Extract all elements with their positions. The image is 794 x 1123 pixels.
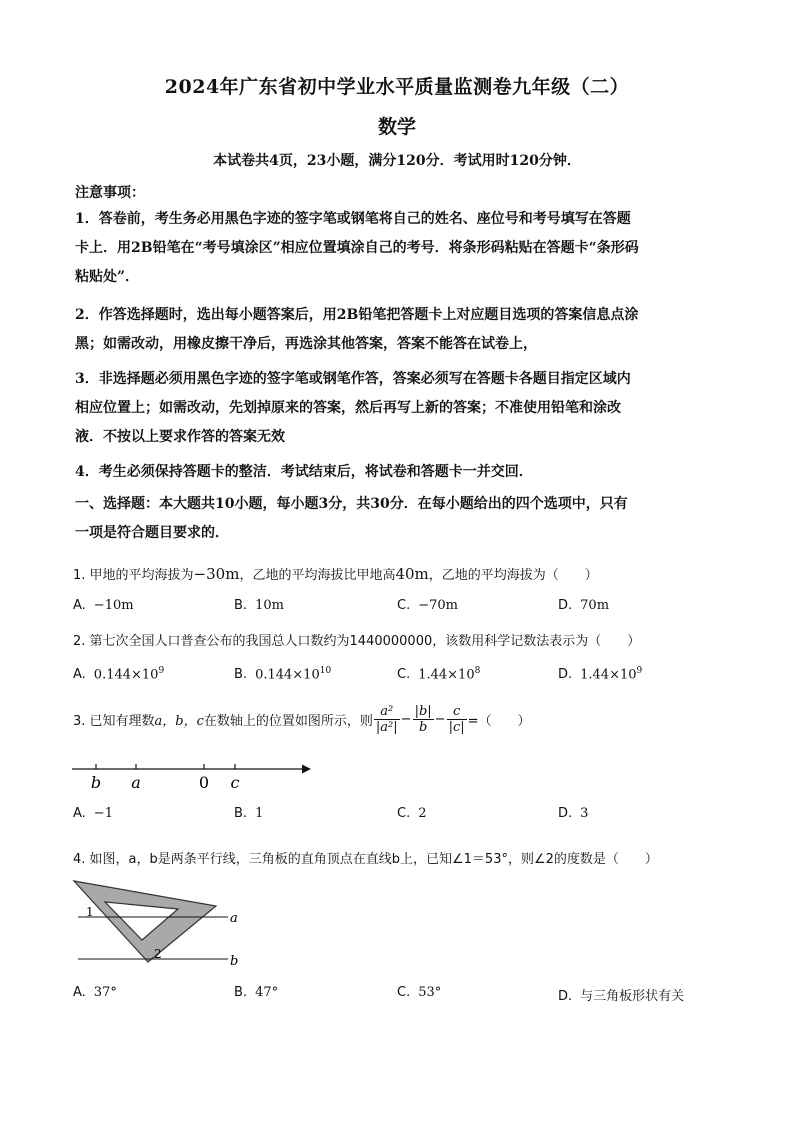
- note-1: [75, 205, 725, 292]
- page-title: 2024年广东省初中学业水平质量监测卷九年级（二）: [164, 76, 630, 98]
- q3-variables: a，b，c: [154, 714, 204, 729]
- question-2-stem: 2. 第七次全国人口普查公布的我国总人口数约为1440000000，该数用科学记数法表示为（ ）: [73, 634, 641, 649]
- option-key: A.: [73, 985, 86, 1000]
- option-key: B.: [234, 985, 248, 1000]
- note-line: 粘贴处”．: [75, 269, 140, 285]
- triangle-ruler-figure: [70, 876, 250, 972]
- section-line: 一、选择题：本大题共10小题，每小题3分，共30分．在每小题给出的四个选项中，只有: [75, 496, 628, 512]
- q4-option-a[interactable]: [73, 985, 117, 1000]
- fraction-denominator: |a²|: [375, 720, 398, 735]
- q4-option-c[interactable]: [397, 985, 441, 1000]
- q2-option-b[interactable]: [234, 666, 331, 682]
- q3-option-a[interactable]: [73, 806, 113, 821]
- q3-text: 3. 已知有理数: [73, 714, 155, 729]
- fraction-2: [413, 704, 434, 735]
- q3-option-b[interactable]: [234, 806, 263, 821]
- exam-intro: 本试卷共4页，23小题，满分120分．考试用时120分钟．: [213, 153, 581, 169]
- minus-sign: −: [434, 712, 446, 727]
- label-c: c: [230, 773, 240, 792]
- option-key: B.: [234, 598, 248, 613]
- option-value: 3: [580, 806, 589, 821]
- q1-option-a[interactable]: [73, 598, 134, 613]
- q3-option-d[interactable]: [558, 806, 588, 821]
- option-key: A.: [73, 667, 86, 683]
- q2-option-a[interactable]: [73, 666, 164, 682]
- option-key: C.: [397, 806, 411, 821]
- note-line: 4．考生必须保持答题卡的整洁．考试结束后，将试卷和答题卡一并交回．: [75, 464, 533, 480]
- q3-option-c[interactable]: [397, 806, 427, 821]
- q2-option-d[interactable]: [558, 666, 642, 682]
- note-line: 3．非选择题必须用黑色字迹的签字笔或钢笔作答，答案必须写在答题卡各题目指定区域内: [75, 371, 631, 387]
- option-key: C.: [397, 985, 411, 1000]
- option-value: 53°: [418, 985, 442, 1000]
- line-b-label: b: [230, 954, 239, 969]
- option-key: B.: [234, 667, 248, 683]
- note-line: 卡上．用2B铅笔在“考号填涂区”相应位置填涂自己的考号．将条形码粘贴在答题卡“条形码: [75, 240, 639, 256]
- line-a-label: a: [230, 911, 238, 926]
- note-4: [75, 458, 725, 487]
- option-value: 1: [255, 806, 264, 821]
- q4-option-d[interactable]: [558, 985, 684, 1004]
- option-value: 37°: [93, 985, 117, 1000]
- note-line: 1．答卷前，考生务必用黑色字迹的签字笔或钢笔将自己的姓名、座位号和考号填写在答题: [75, 211, 631, 227]
- option-value: −10m: [93, 598, 134, 613]
- option-key: C.: [397, 598, 411, 613]
- option-value: −1: [93, 806, 113, 821]
- note-2: [75, 301, 725, 359]
- fraction-numerator: |b|: [414, 704, 432, 719]
- section-line: 一项是符合题目要求的．: [75, 525, 229, 541]
- option-key: A.: [73, 806, 86, 821]
- option-value: 47°: [255, 985, 279, 1000]
- fraction-denominator: b: [418, 720, 428, 735]
- q1-option-b[interactable]: [234, 598, 284, 613]
- option-value: 与三角板形状有关: [580, 989, 685, 1004]
- label-zero: 0: [198, 773, 210, 792]
- q1-value-2: 40m: [395, 565, 429, 583]
- option-value: 0.144×10: [93, 667, 159, 683]
- q1-text: ，乙地的平均海拔比甲地高: [239, 568, 396, 583]
- fraction-numerator: c: [447, 704, 467, 720]
- q1-option-d[interactable]: [558, 598, 609, 613]
- question-1-stem: [73, 564, 598, 583]
- note-line: 2．作答选择题时，选出每小题答案后，用2B铅笔把答题卡上对应题目选项的答案信息点涂: [75, 307, 639, 323]
- fraction-3: [447, 704, 467, 735]
- option-key: A.: [73, 598, 86, 613]
- section-heading: [75, 490, 725, 548]
- note-line: 黑；如需改动，用橡皮擦干净后，再选涂其他答案，答案不能答在试卷上，: [75, 336, 537, 352]
- q4-option-b[interactable]: [234, 985, 278, 1000]
- option-key: C.: [397, 667, 411, 683]
- option-value: 1.44×10: [580, 667, 637, 683]
- q1-value-1: −30m: [193, 565, 240, 583]
- option-value: 1.44×10: [418, 667, 475, 683]
- fraction-numerator: a²: [374, 704, 400, 720]
- option-exponent: 9: [158, 666, 165, 676]
- q3-text: =（ ）: [467, 714, 531, 729]
- option-value: 2: [418, 806, 427, 821]
- notes-heading: 注意事项：: [75, 185, 145, 201]
- option-key: D.: [558, 806, 573, 821]
- option-value: 70m: [580, 598, 610, 613]
- option-key: D.: [558, 989, 573, 1004]
- option-value: −70m: [418, 598, 458, 613]
- fraction-denominator: |c|: [448, 720, 465, 735]
- option-key: B.: [234, 806, 248, 821]
- option-value: 0.144×10: [255, 667, 320, 683]
- question-4-stem: 4. 如图，a，b是两条平行线，三角板的直角顶点在直线b上，已知∠1＝53°，则∠2的度数是（ ）: [73, 852, 658, 867]
- q1-option-c[interactable]: [397, 598, 458, 613]
- minus-sign: −: [400, 712, 412, 727]
- label-b: b: [90, 773, 102, 792]
- option-key: D.: [558, 667, 573, 683]
- note-line: 相应位置上；如需改动，先划掉原来的答案，然后再写上新的答案；不准使用铅笔和涂改: [75, 400, 621, 416]
- q3-text: 在数轴上的位置如图所示，则: [203, 714, 373, 729]
- number-line-figure: [70, 752, 315, 794]
- option-value: 10m: [255, 598, 284, 613]
- option-exponent: 10: [319, 666, 332, 676]
- angle-2-label: 2: [154, 947, 162, 961]
- triangle-ruler-shape: [74, 881, 216, 962]
- option-key: D.: [558, 598, 573, 613]
- option-exponent: 9: [636, 666, 643, 676]
- subject-title: 数学: [377, 116, 416, 138]
- q1-text: 1. 甲地的平均海拔为: [73, 568, 194, 583]
- axis-arrow-icon: [302, 765, 311, 774]
- label-a: a: [131, 773, 141, 792]
- note-3: [75, 365, 725, 452]
- note-line: 液．不按以上要求作答的答案无效: [75, 429, 285, 445]
- q2-option-c[interactable]: [397, 666, 480, 682]
- q1-text: ，乙地的平均海拔为（ ）: [428, 568, 598, 583]
- option-exponent: 8: [474, 666, 481, 676]
- question-3-stem: [73, 704, 531, 735]
- fraction-1: [374, 704, 400, 735]
- angle-1-label: 1: [86, 905, 94, 919]
